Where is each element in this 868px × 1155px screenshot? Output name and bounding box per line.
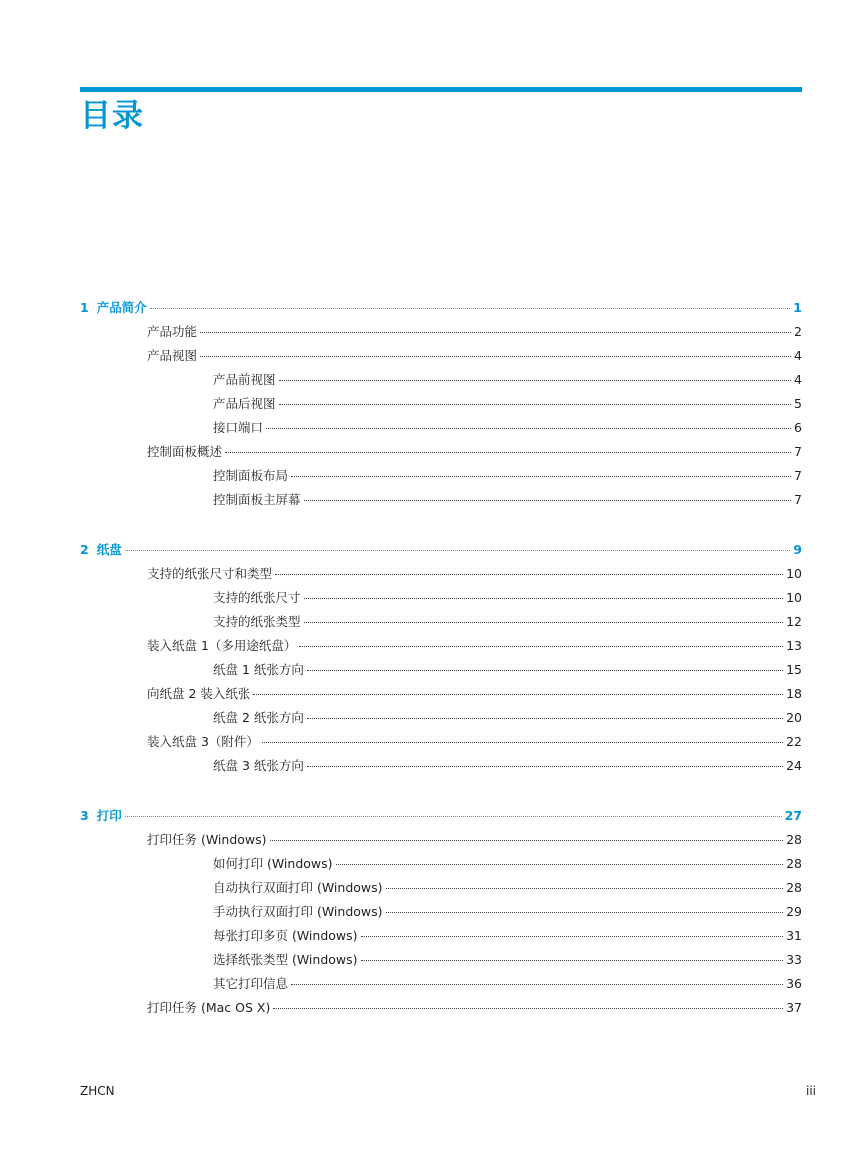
chapter-spacer	[80, 778, 802, 804]
dot-leader	[299, 646, 783, 647]
dot-leader	[270, 840, 784, 841]
dot-leader	[273, 1008, 783, 1009]
page-number: 29	[786, 904, 802, 919]
table-of-contents	[80, 296, 802, 1020]
chapter-number: 2	[80, 542, 89, 557]
toc-entry[interactable]	[80, 634, 802, 658]
dot-leader	[125, 550, 791, 551]
dot-leader	[279, 404, 792, 405]
entry-title: 自动执行双面打印 (Windows)	[213, 880, 383, 895]
toc-subentry[interactable]	[80, 924, 802, 948]
page-number: 10	[786, 590, 802, 605]
page-number: 37	[786, 1000, 802, 1015]
chapter-title: 纸盘	[96, 542, 122, 557]
page-number: 28	[786, 832, 802, 847]
page-number: 9	[793, 542, 802, 557]
chapter-title: 产品简介	[96, 300, 147, 315]
dot-leader	[304, 598, 784, 599]
page-number: 20	[786, 710, 802, 725]
dot-leader	[307, 670, 783, 671]
toc-entry[interactable]	[80, 730, 802, 754]
entry-title: 其它打印信息	[213, 976, 289, 991]
entry-title: 产品功能	[147, 324, 198, 339]
toc-subentry[interactable]	[80, 464, 802, 488]
entry-title: 产品视图	[147, 348, 198, 363]
toc-subentry[interactable]	[80, 586, 802, 610]
dot-leader	[291, 476, 791, 477]
page-number: 6	[794, 420, 802, 435]
entry-title: 支持的纸张尺寸和类型	[147, 566, 273, 581]
page-number: 33	[786, 952, 802, 967]
page-number: 15	[786, 662, 802, 677]
dot-leader	[307, 718, 783, 719]
dot-leader	[262, 742, 783, 743]
footer-locale: ZHCN	[80, 1084, 115, 1098]
toc-entry[interactable]	[80, 682, 802, 706]
toc-subentry[interactable]	[80, 948, 802, 972]
toc-entry[interactable]	[80, 320, 802, 344]
toc-subentry[interactable]	[80, 488, 802, 512]
page-number: 5	[794, 396, 802, 411]
entry-title: 产品前视图	[213, 372, 276, 387]
entry-title: 纸盘 3 纸张方向	[213, 758, 304, 773]
toc-subentry[interactable]	[80, 900, 802, 924]
toc-subentry[interactable]	[80, 658, 802, 682]
dot-leader	[150, 308, 791, 309]
dot-leader	[266, 428, 791, 429]
page-number: 4	[794, 372, 802, 387]
dot-leader	[275, 574, 783, 575]
entry-title: 每张打印多页 (Windows)	[213, 928, 358, 943]
dot-leader	[200, 332, 791, 333]
toc-entry[interactable]	[80, 562, 802, 586]
entry-title: 选择纸张类型 (Windows)	[213, 952, 358, 967]
page-number: 2	[794, 324, 802, 339]
dot-leader	[361, 960, 784, 961]
dot-leader	[253, 694, 783, 695]
footer-page-number: iii	[805, 1084, 816, 1098]
page-number: 22	[786, 734, 802, 749]
toc-entry[interactable]	[80, 996, 802, 1020]
page-number: 4	[794, 348, 802, 363]
page-number: 10	[786, 566, 802, 581]
entry-title: 装入纸盘 1（多用途纸盘）	[147, 638, 297, 653]
toc-subentry[interactable]	[80, 754, 802, 778]
dot-leader	[279, 380, 792, 381]
entry-title: 打印任务 (Windows)	[147, 832, 267, 847]
dot-leader	[336, 864, 784, 865]
toc-subentry[interactable]	[80, 972, 802, 996]
dot-leader	[307, 766, 783, 767]
chapter-number: 3	[80, 808, 89, 823]
toc-subentry[interactable]	[80, 876, 802, 900]
page-number: 27	[784, 808, 802, 823]
toc-entry[interactable]	[80, 828, 802, 852]
page-number: 7	[794, 492, 802, 507]
dot-leader	[304, 622, 784, 623]
toc-subentry[interactable]	[80, 368, 802, 392]
toc-subentry[interactable]	[80, 610, 802, 634]
entry-title: 纸盘 2 纸张方向	[213, 710, 304, 725]
entry-title: 装入纸盘 3（附件）	[147, 734, 259, 749]
page-number: 28	[786, 880, 802, 895]
toc-subentry[interactable]	[80, 852, 802, 876]
page-number: 28	[786, 856, 802, 871]
dot-leader	[361, 936, 784, 937]
dot-leader	[200, 356, 791, 357]
toc-entry[interactable]	[80, 440, 802, 464]
title-rule	[80, 87, 802, 92]
page-number: 7	[794, 468, 802, 483]
page-number: 31	[786, 928, 802, 943]
page-number: 1	[793, 300, 802, 315]
toc-subentry[interactable]	[80, 416, 802, 440]
toc-subentry[interactable]	[80, 392, 802, 416]
entry-title: 向纸盘 2 装入纸张	[147, 686, 251, 701]
dot-leader	[304, 500, 792, 501]
page-number: 36	[786, 976, 802, 991]
dot-leader	[386, 888, 784, 889]
entry-title: 纸盘 1 纸张方向	[213, 662, 304, 677]
toc-chapter-1[interactable]	[80, 296, 802, 320]
dot-leader	[291, 984, 783, 985]
page-title: 目录	[80, 98, 144, 134]
chapter-title: 打印	[96, 808, 122, 823]
page-number: 18	[786, 686, 802, 701]
entry-title: 控制面板概述	[147, 444, 223, 459]
toc-entry[interactable]	[80, 344, 802, 368]
entry-title: 接口端口	[213, 420, 264, 435]
toc-chapter-2[interactable]	[80, 538, 802, 562]
entry-title: 控制面板主屏幕	[213, 492, 301, 507]
page-number: 7	[794, 444, 802, 459]
entry-title: 如何打印 (Windows)	[213, 856, 333, 871]
entry-title: 支持的纸张尺寸	[213, 590, 301, 605]
dot-leader	[225, 452, 791, 453]
dot-leader	[125, 816, 782, 817]
chapter-spacer	[80, 512, 802, 538]
page-number: 24	[786, 758, 802, 773]
entry-title: 手动执行双面打印 (Windows)	[213, 904, 383, 919]
entry-title: 产品后视图	[213, 396, 276, 411]
page-number: 12	[786, 614, 802, 629]
page-number: 13	[786, 638, 802, 653]
entry-title: 支持的纸张类型	[213, 614, 301, 629]
entry-title: 控制面板布局	[213, 468, 289, 483]
chapter-number: 1	[80, 300, 89, 315]
toc-subentry[interactable]	[80, 706, 802, 730]
toc-chapter-3[interactable]	[80, 804, 802, 828]
dot-leader	[386, 912, 784, 913]
entry-title: 打印任务 (Mac OS X)	[147, 1000, 271, 1015]
